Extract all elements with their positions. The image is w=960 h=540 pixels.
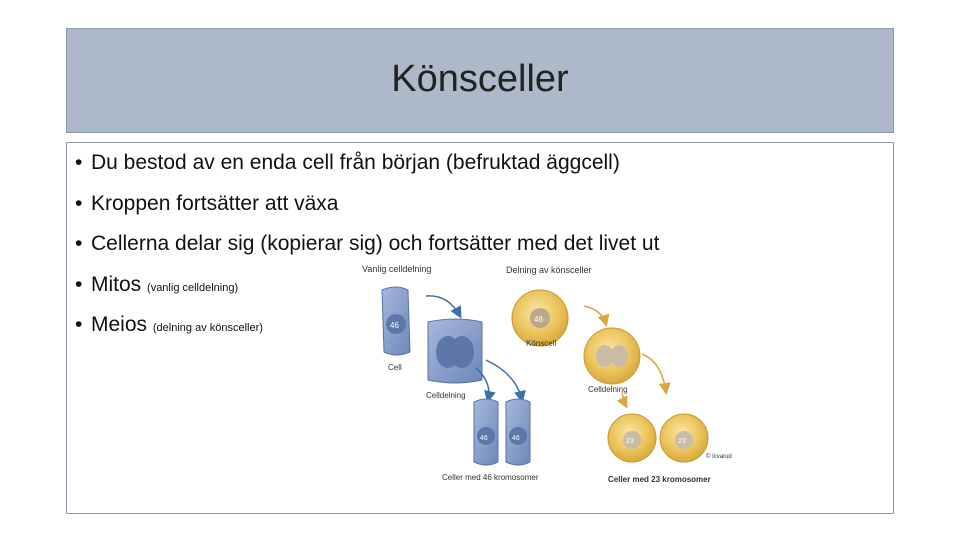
nucleus-icon <box>610 345 628 367</box>
arrow-icon <box>486 360 522 400</box>
arrow-icon <box>642 354 666 392</box>
left-heading: Vanlig celldelning <box>362 264 432 274</box>
chromosome-count: 46 <box>512 435 520 442</box>
chromosome-count: 46 <box>534 315 543 324</box>
nucleus-icon <box>450 336 474 368</box>
bullet-item <box>75 190 659 231</box>
bullet-dot-icon: • <box>75 191 83 215</box>
cell-label: Cell <box>388 363 402 372</box>
arrow-icon <box>622 392 626 406</box>
title-placeholder <box>66 28 894 133</box>
chromosome-count: 46 <box>390 321 399 330</box>
arrow-icon <box>426 296 460 316</box>
chromosome-count: 23 <box>626 438 634 445</box>
right-caption: Celler med 23 kromosomer <box>608 475 711 484</box>
left-caption: Celler med 46 kromosomer <box>442 473 539 482</box>
bullet-text: Mitos <box>91 272 142 296</box>
bullet-dot-icon: • <box>75 272 83 296</box>
celldelning-label-right: Celldelning <box>588 385 628 394</box>
bullet-dot-icon: • <box>75 232 83 255</box>
right-heading: Delning av könsceller <box>506 265 592 275</box>
bullet-note: (vanlig celldelning) <box>147 281 239 294</box>
bullet-item <box>75 149 659 190</box>
cell-division-diagram <box>362 262 766 488</box>
arrow-icon <box>584 306 606 324</box>
bullet-note: (delning av könsceller) <box>152 322 263 334</box>
konscell-label: Könscell <box>526 339 557 348</box>
bullet-text: Kroppen fortsätter att växa <box>91 191 339 215</box>
bullet-text: Meios <box>91 313 148 336</box>
copyright-text: © Icvarud <box>706 454 732 460</box>
slide-title: Könsceller <box>391 58 569 100</box>
bullet-dot-icon: • <box>75 151 83 174</box>
bullet-text: Cellerna delar sig (kopierar sig) och fortsätter med det livet ut <box>91 232 660 255</box>
celldelning-label-left: Celldelning <box>426 391 466 400</box>
chromosome-count: 46 <box>480 435 488 442</box>
chromosome-count: 23 <box>678 438 686 445</box>
bullet-dot-icon: • <box>75 313 83 336</box>
bullet-text: Du bestod av en enda cell från början (befruktad äggcell) <box>91 151 620 174</box>
